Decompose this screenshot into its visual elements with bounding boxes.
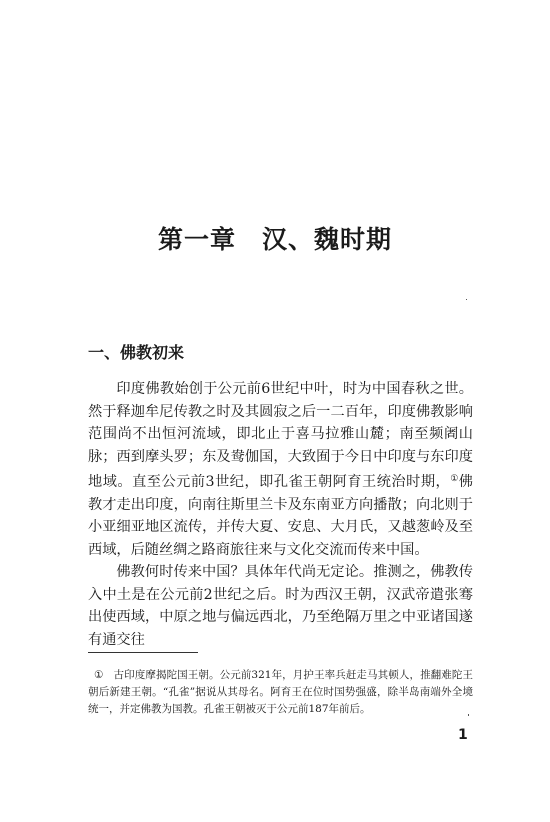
page-number: 1 xyxy=(458,727,468,743)
footnote-text: 古印度摩揭陀国王朝。公元前321年，月护王率兵赶走马其顿人，推翻难陀王朝后新建王朝。“孔雀”据说从其母名。阿育王在位时国势强盛，除半岛南端外全境统一，并定佛教为国教。孔雀王朝被灭于公元前187年前后。 xyxy=(88,669,473,715)
paragraph-2: 佛教何时传来中国？具体年代尚无定论。推测之，佛教传入中土是在公元前2世纪之后。时为西汉王朝，汉武帝遣张骞出使西域，中原之地与偏远西北，乃至绝隔万里之中亚诸国遂有通交往 xyxy=(88,564,473,648)
body-text xyxy=(88,378,473,651)
footnote-divider xyxy=(88,652,198,653)
chapter-title: 第一章 汉、魏时期 xyxy=(157,225,392,254)
paragraph-1 xyxy=(88,378,473,561)
paragraph-1-text-b: 佛教才走出印度，向南往斯里兰卡及东南亚方向播散；向北则于小亚细亚地区流传，并传大夏、安息、大月氏，又越葱岭及至西域，后随丝绸之路商旅往来与文化交流而传来中国。 xyxy=(88,474,473,558)
scan-speck xyxy=(468,714,469,716)
section-heading: 一、佛教初来 xyxy=(88,343,185,362)
scan-speck xyxy=(466,299,467,300)
footnote-marker: ① xyxy=(94,669,104,681)
footnote xyxy=(88,667,473,718)
footnote-reference[interactable]: ① xyxy=(450,474,459,484)
paragraph-1-text-a: 印度佛教始创于公元前6世纪中叶，时为中国春秋之世。然于释迦牟尼传教之时及其圆寂之后一二百年，印度佛教影响范围尚不出恒河流域，即北止于喜马拉雅山麓；南至频阇山脉；西到摩头罗；东及鸯伽国，大致囿于今日中印度与东印度地域。直至公元前3世纪，即孔雀王朝阿育王统治时期， xyxy=(88,381,473,490)
